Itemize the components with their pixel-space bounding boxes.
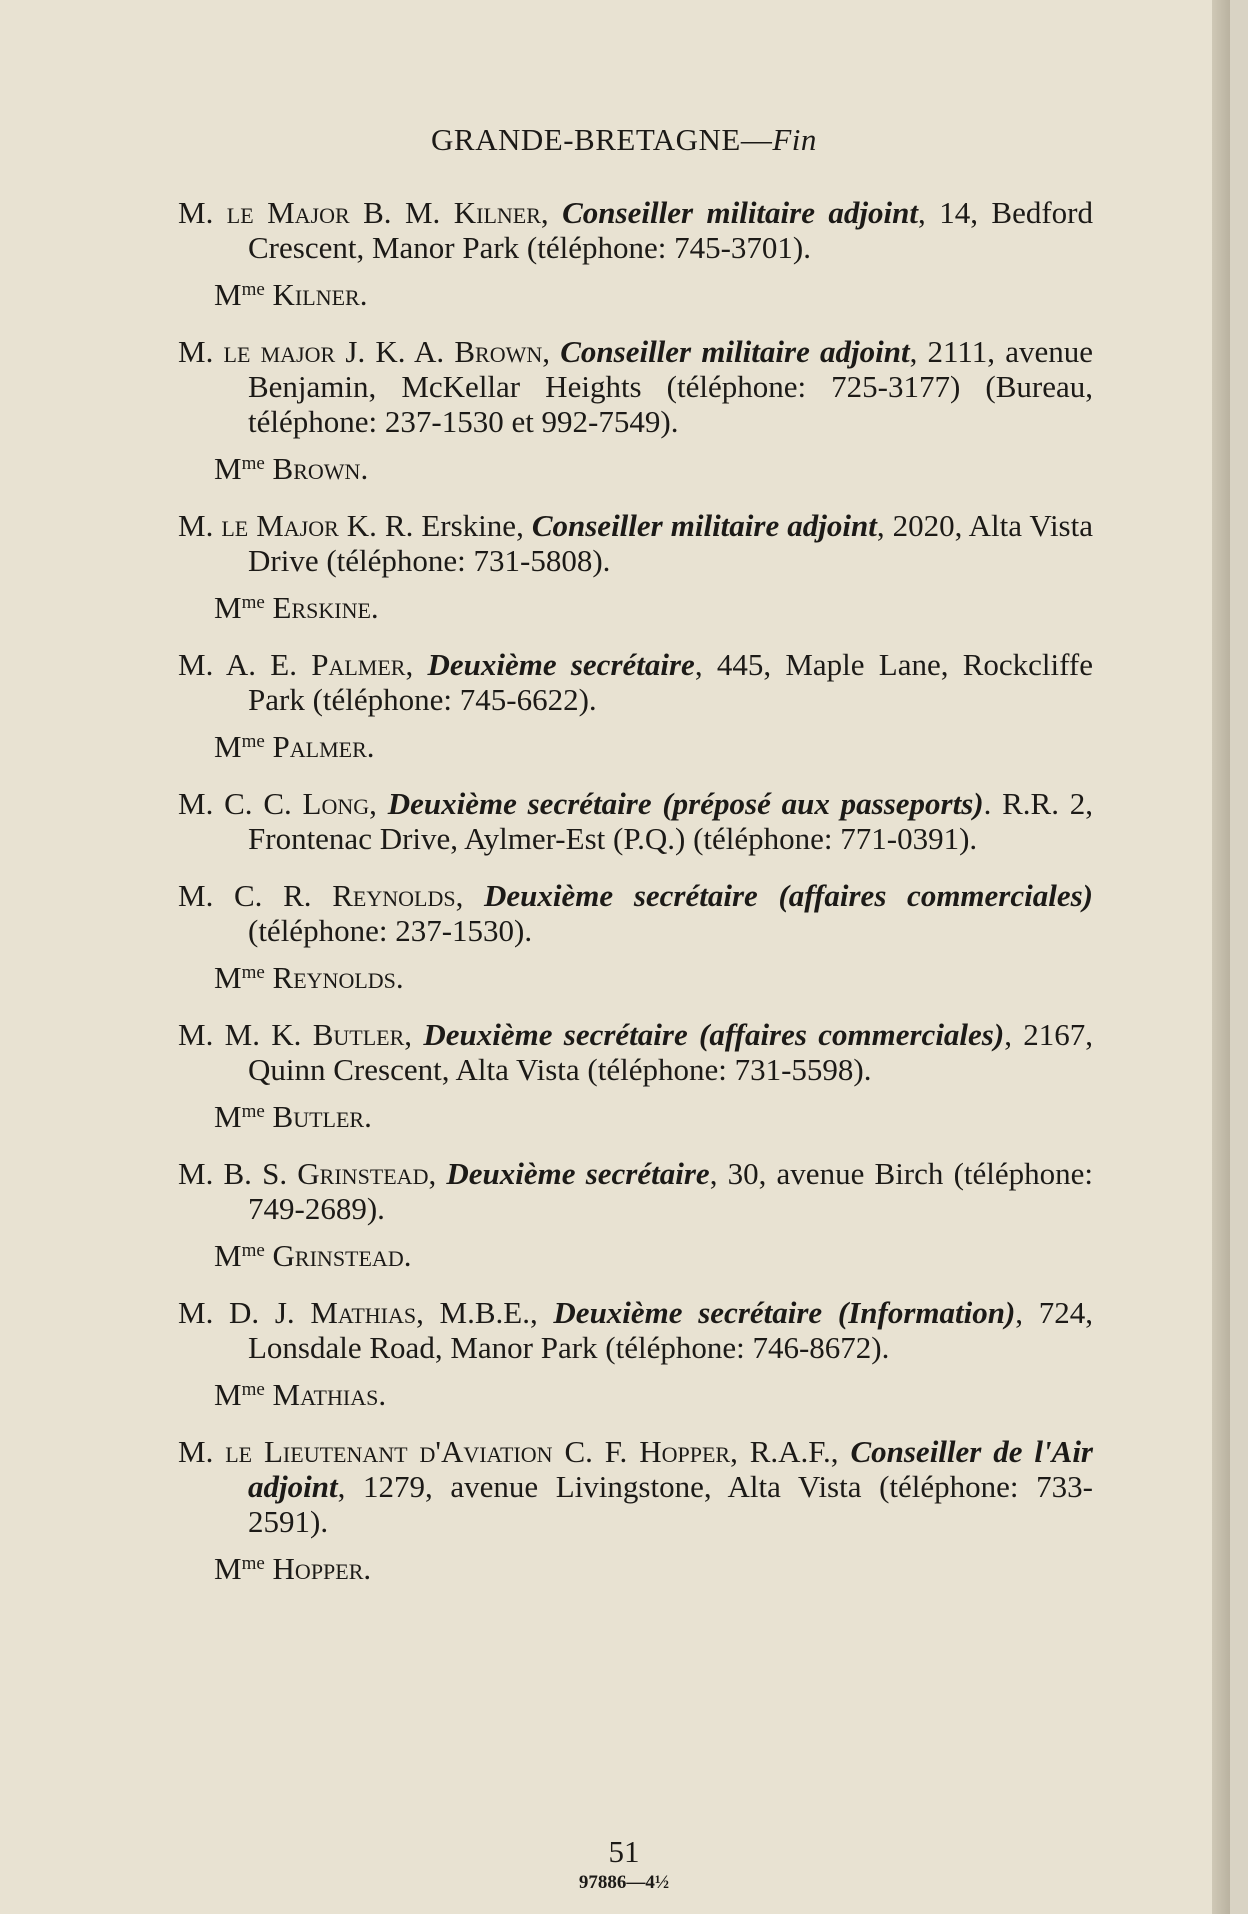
spouse-line: $M^{me}$ Erskine. [214,590,379,625]
printer-signature: 97886—4½ [578,1872,670,1893]
spouse-line: $M^{me}$ Hopper. [214,1551,372,1586]
staff-entry [178,878,1093,995]
position-title: Deuxième secrétaire (affaires commerciales) [484,878,1093,913]
spouse-line: $M^{me}$ Butler. [214,1099,372,1134]
spouse-name: Erskine. [272,590,379,625]
staff-entry [178,1156,1093,1273]
spouse-name: Palmer. [272,729,375,764]
surname: Grinstead [297,1156,429,1191]
surname: Reynolds [332,878,456,913]
position-title: Conseiller militaire adjoint [560,334,910,369]
surname: Butler [312,1017,405,1052]
position-title: Deuxième secrétaire [446,1156,710,1191]
spouse-name: Mathias. [272,1377,387,1412]
surname: Brown [454,334,543,369]
page-header [0,122,1248,158]
spouse-name: Kilner. [272,277,368,312]
header-country: GRANDE-BRETAGNE— [431,122,773,157]
header-suffix: Fin [772,122,817,157]
staff-entry [178,1434,1093,1586]
staff-entry [178,195,1093,312]
entry-text: M. le major J. K. A. Brown, Conseiller militaire adjoint, 2111, avenue Benjamin, McKellar Heights (téléphone: 725-3177) (Bureau, téléphone: 237-1530 et 992-7549). [178,334,1093,439]
page-edge [1212,0,1230,1914]
position-title: Conseiller de l'Air adjoint [248,1434,1094,1504]
position-title: Deuxième secrétaire (affaires commerciales) [423,1017,1005,1052]
entry-text: M. le Lieutenant d'Aviation C. F. Hopper, R.A.F., Conseiller de l'Air adjoint, 1279, avenue Livingstone, Alta Vista (téléphone: 733-2591). [178,1434,1094,1539]
entry-text: M. B. S. Grinstead, Deuxième secrétaire, 30, avenue Birch (téléphone: 749-2689). [178,1156,1094,1226]
staff-entry [178,508,1093,625]
entry-text: M. M. K. Butler, Deuxième secrétaire (affaires commerciales), 2167, Quinn Crescent, Alta Vista (téléphone: 731-5598). [178,1017,1094,1087]
spouse-name: Hopper. [272,1551,372,1586]
spouse-line: $M^{me}$ Kilner. [214,277,368,312]
spouse-line: $M^{me}$ Mathias. [214,1377,387,1412]
entry-text: M. le Major B. M. Kilner, Conseiller militaire adjoint, 14, Bedford Crescent, Manor Park (téléphone: 745-3701). [178,195,1093,265]
surname: Long [302,786,370,821]
surname: Kilner [453,195,541,230]
rank: le Major [226,195,350,230]
entry-text: M. le Major K. R. Erskine, Conseiller militaire adjoint, 2020, Alta Vista Drive (téléphone: 731-5808). [178,508,1093,578]
surname: Mathias [310,1295,417,1330]
spouse-name: Brown. [272,451,369,486]
rank: le Major [221,508,339,543]
position-title: Conseiller militaire adjoint [531,508,877,543]
surname: Hopper [639,1434,731,1469]
surname: Palmer [311,647,406,682]
position-title: Deuxième secrétaire (préposé aux passeports) [387,786,984,821]
spouse-line: $M^{me}$ Palmer. [214,729,375,764]
rank: le Lieutenant d'Aviation [225,1434,553,1469]
rank: le major [223,334,336,369]
page-number: 51 [608,1834,640,1869]
position-title: Deuxième secrétaire (Information) [553,1295,1016,1330]
position-title: Deuxième secrétaire [427,647,695,682]
staff-list [178,195,1093,1608]
staff-entry [178,334,1093,486]
entry-text: M. C. C. Long, Deuxième secrétaire (préposé aux passeports). R.R. 2, Frontenac Drive, Aylmer-Est (P.Q.) (téléphone: 771-0391). [178,786,1094,856]
spouse-name: Grinstead. [272,1238,412,1273]
spouse-name: Reynolds. [272,960,404,995]
entry-text: M. C. R. Reynolds, Deuxième secrétaire (affaires commerciales) (téléphone: 237-1530). [178,878,1093,948]
spouse-line: $M^{me}$ Brown. [214,451,369,486]
spouse-line: $M^{me}$ Grinstead. [214,1238,412,1273]
staff-entry [178,1295,1093,1412]
spouse-name: Butler. [272,1099,372,1134]
spouse-line: $M^{me}$ Reynolds. [214,960,404,995]
surname: Erskine [421,508,517,543]
staff-entry [178,1017,1093,1134]
staff-entry [178,647,1093,764]
position-title: Conseiller militaire adjoint [562,195,919,230]
staff-entry [178,786,1093,856]
entry-text: M. D. J. Mathias, M.B.E., Deuxième secrétaire (Information), 724, Lonsdale Road, Manor Park (téléphone: 746-8672). [178,1295,1093,1365]
entry-text: M. A. E. Palmer, Deuxième secrétaire, 445, Maple Lane, Rockcliffe Park (téléphone: 745-6622). [178,647,1093,717]
